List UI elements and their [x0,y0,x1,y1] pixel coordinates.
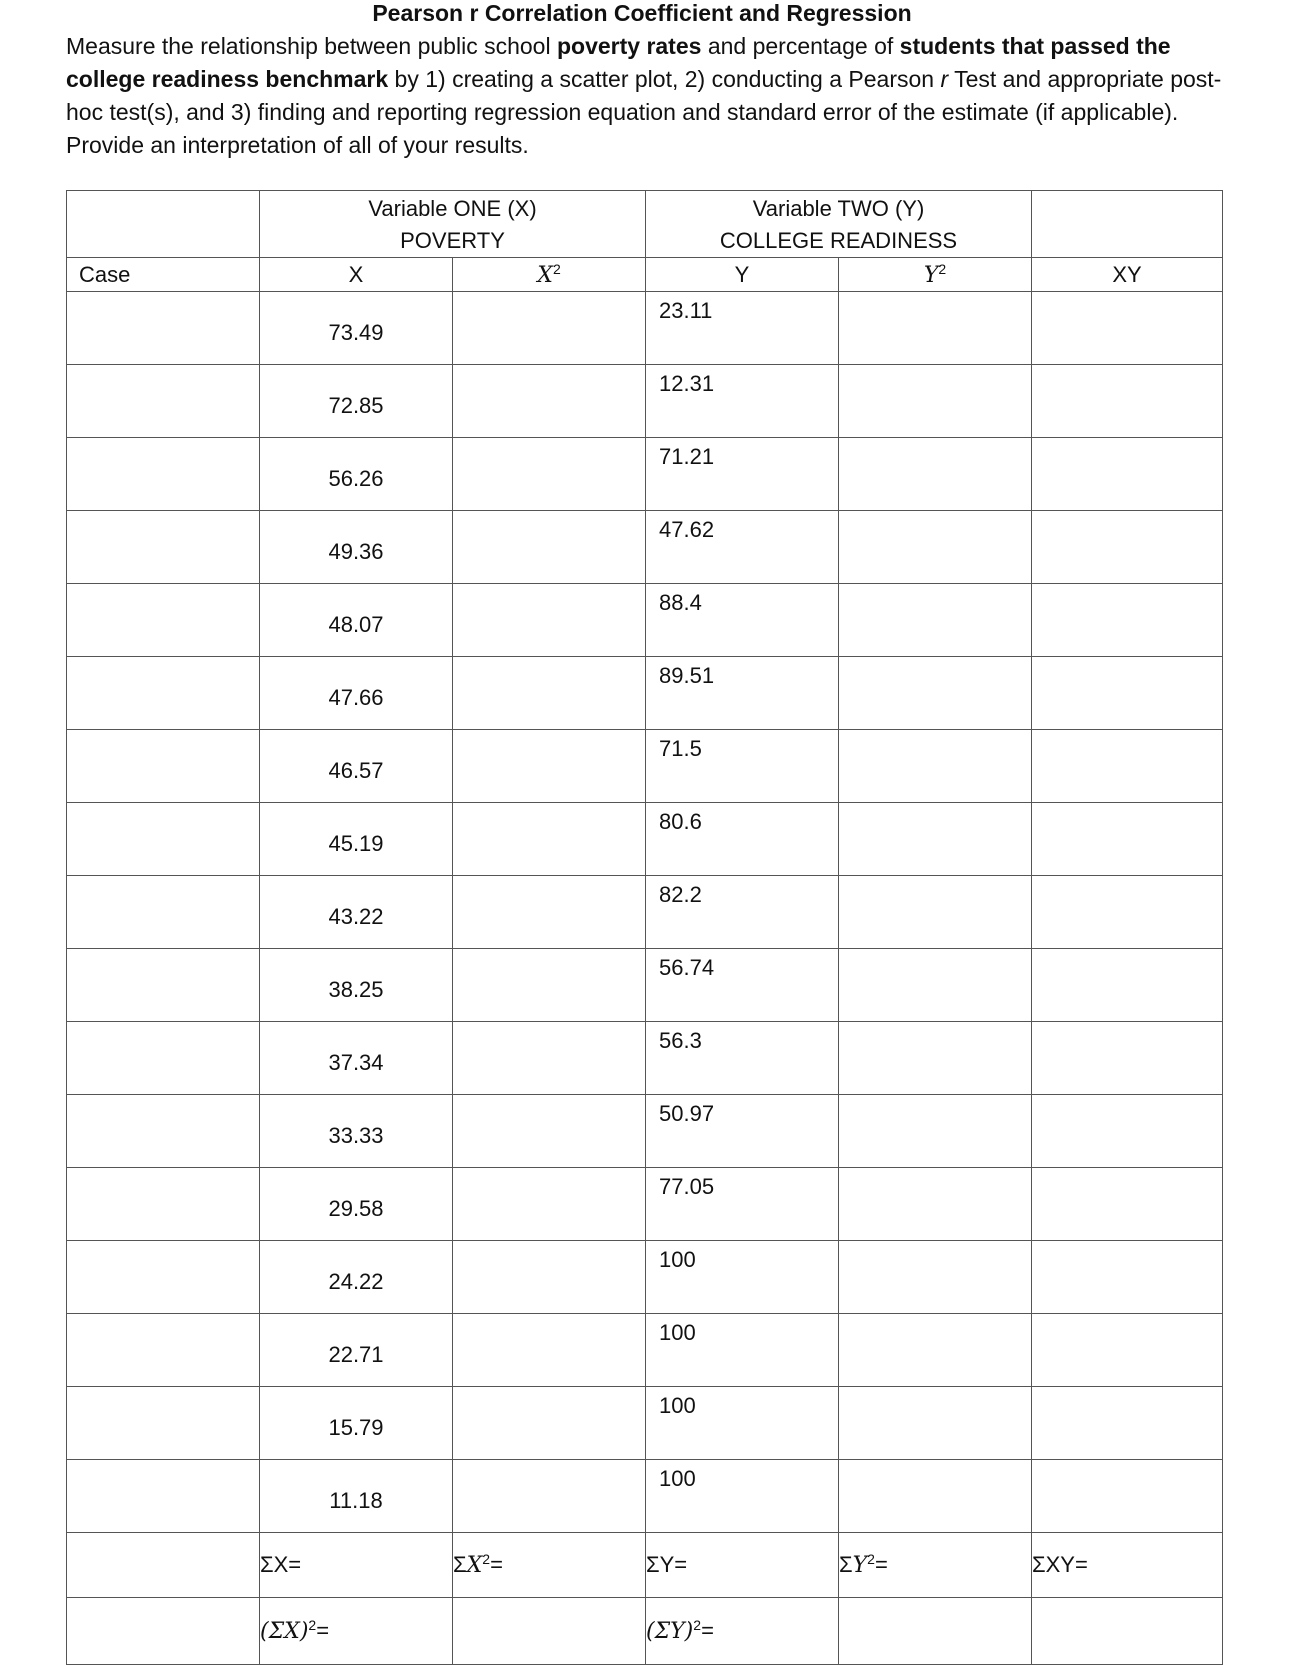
sum-x-squared-cell [453,1533,646,1598]
sqsum-x-cell [260,1598,453,1665]
header-group-row [67,191,1223,258]
y-squared-cell [839,1241,1032,1314]
x-squared-cell [453,438,646,511]
y-value-cell: 88.4 [646,584,839,657]
x-squared-cell [453,1314,646,1387]
sqsum-y-close: ) [684,1619,694,1644]
y-value-cell: 56.3 [646,1022,839,1095]
x-value-cell: 24.22 [260,1241,453,1314]
instructions-bold-students: students that passed the college readiness benchmark [66,33,1171,92]
y-squared-var: Y [923,262,939,288]
y-squared-cell [839,1095,1032,1168]
x-squared-cell [453,657,646,730]
instructions-italic-r: r [940,66,949,92]
sum-row [67,1533,1223,1598]
x-value-cell: 33.33 [260,1095,453,1168]
sqsum-x-open: (Σ [260,1619,285,1644]
sum-y-squared-cell [839,1533,1032,1598]
case-cell [67,365,260,438]
case-cell [67,438,260,511]
x-squared-cell [453,511,646,584]
x-value-cell: 49.36 [260,511,453,584]
x-value-cell: 45.19 [260,803,453,876]
xy-cell [1032,365,1223,438]
y-squared-cell [839,511,1032,584]
case-cell [67,876,260,949]
x-value-cell: 72.85 [260,365,453,438]
y-squared-cell [839,438,1032,511]
x-squared-cell [453,1022,646,1095]
table-row [67,1168,1223,1241]
sqsum-x-close: ) [299,1619,309,1644]
sqsum-y-cell [646,1598,839,1665]
xy-cell [1032,584,1223,657]
table-row [67,438,1223,511]
sqsum-x-exp: 2 [308,1617,317,1633]
squared-sum-row [67,1598,1223,1665]
y-value-cell: 47.62 [646,511,839,584]
x-value-cell: 46.57 [260,730,453,803]
xy-cell [1032,438,1223,511]
table-row [67,292,1223,365]
y-value-cell: 100 [646,1314,839,1387]
x-squared-cell [453,1168,646,1241]
xy-cell [1032,1241,1223,1314]
case-cell [67,1095,260,1168]
sum-xy-cell: ΣXY= [1032,1533,1223,1598]
y-squared-cell [839,876,1032,949]
sum-x2-sigma: Σ [453,1552,467,1577]
x-squared-cell [453,1241,646,1314]
xy-cell [1032,1314,1223,1387]
col-header-y: Y [646,258,839,292]
y-squared-cell [839,949,1032,1022]
y-value-cell: 100 [646,1387,839,1460]
x-squared-var: X [537,262,553,288]
instructions-paragraph [66,30,1226,162]
instructions-text-3: by 1) creating a scatter plot, 2) conducting a Pearson [388,66,941,92]
variable-one-title: Variable ONE (X) [368,196,537,221]
y-squared-cell [839,730,1032,803]
col-header-x: X [260,258,453,292]
case-cell [67,1387,260,1460]
xy-cell [1032,803,1223,876]
y-squared-cell [839,292,1032,365]
sum-y2-var: Y [852,1553,868,1578]
col-header-x-squared [453,258,646,292]
xy-cell [1032,1168,1223,1241]
case-cell [67,511,260,584]
case-cell [67,1314,260,1387]
table-row [67,365,1223,438]
table-row [67,657,1223,730]
variable-two-subtitle: COLLEGE READINESS [719,228,958,253]
case-cell [67,292,260,365]
y-squared-cell [839,1460,1032,1533]
x-squared-cell [453,1460,646,1533]
y-squared-cell [839,803,1032,876]
xy-cell [1032,949,1223,1022]
col-header-case: Case [67,258,260,292]
x-value-cell: 47.66 [260,657,453,730]
y-value-cell: 77.05 [646,1168,839,1241]
table-row [67,1241,1223,1314]
sqsum-y-open: (Σ [646,1619,671,1644]
col-header-y-squared [839,258,1032,292]
x-value-cell: 29.58 [260,1168,453,1241]
sqsum-x-var: X [284,1619,300,1644]
y-squared-cell [839,1022,1032,1095]
header-blank-cell-right [1032,191,1223,258]
sum-x2-var: X [466,1553,483,1578]
table-row [67,1022,1223,1095]
y-squared-exp: 2 [938,260,947,277]
x-squared-cell [453,803,646,876]
xy-cell [1032,1095,1223,1168]
case-cell [67,949,260,1022]
table-row [67,1095,1223,1168]
case-cell [67,803,260,876]
x-value-cell: 73.49 [260,292,453,365]
sum-x2-eq: = [490,1552,503,1577]
y-value-cell: 23.11 [646,292,839,365]
variable-two-header [646,191,1032,258]
y-value-cell: 50.97 [646,1095,839,1168]
sqsum-y-eq: = [701,1618,714,1643]
x-value-cell: 43.22 [260,876,453,949]
case-cell [67,730,260,803]
x-squared-cell [453,292,646,365]
sqsum-blank-cell [67,1598,260,1665]
sqsum-xy-blank [1032,1598,1223,1665]
xy-cell [1032,657,1223,730]
sum-y2-sigma: Σ [839,1552,853,1577]
x-value-cell: 11.18 [260,1460,453,1533]
x-squared-exp: 2 [552,260,561,277]
xy-cell [1032,1387,1223,1460]
xy-cell [1032,1022,1223,1095]
x-value-cell: 22.71 [260,1314,453,1387]
sum-y-cell: ΣY= [646,1533,839,1598]
table-row [67,876,1223,949]
x-squared-cell [453,1387,646,1460]
x-squared-cell [453,584,646,657]
y-value-cell: 80.6 [646,803,839,876]
x-value-cell: 38.25 [260,949,453,1022]
x-value-cell: 56.26 [260,438,453,511]
y-squared-cell [839,1168,1032,1241]
variable-two-title: Variable TWO (Y) [752,196,925,221]
case-cell [67,1022,260,1095]
sum-x-cell: ΣX= [260,1533,453,1598]
case-cell [67,657,260,730]
case-cell [67,1168,260,1241]
instructions-text-4: Test and appropriate post-hoc test(s), and 3) finding and reporting regression equation and standard error of the estimate (if applicable). Provide an interpretation of all of your results. [66,66,1222,158]
sqsum-y-exp: 2 [693,1617,702,1633]
y-squared-cell [839,1314,1032,1387]
x-value-cell: 48.07 [260,584,453,657]
xy-cell [1032,1460,1223,1533]
x-squared-cell [453,1095,646,1168]
table-row [67,1387,1223,1460]
x-squared-cell [453,365,646,438]
sum-y2-eq: = [874,1552,888,1577]
y-value-cell: 89.51 [646,657,839,730]
y-squared-cell [839,584,1032,657]
instructions-text-2: and percentage of [701,33,900,59]
sum-y2-exp: 2 [867,1551,875,1567]
header-blank-cell [67,191,260,258]
xy-cell [1032,730,1223,803]
y-value-cell: 100 [646,1241,839,1314]
y-value-cell: 71.21 [646,438,839,511]
x-squared-cell [453,949,646,1022]
case-cell [67,1460,260,1533]
y-value-cell: 100 [646,1460,839,1533]
table-row [67,511,1223,584]
instructions-bold-poverty: poverty rates [556,33,702,59]
x-value-cell: 15.79 [260,1387,453,1460]
x-squared-cell [453,876,646,949]
y-squared-cell [839,657,1032,730]
variable-one-header [260,191,646,258]
x-squared-cell [453,730,646,803]
xy-cell [1032,511,1223,584]
xy-cell [1032,876,1223,949]
page-title: Pearson r Correlation Coefficient and Regression [372,0,912,26]
y-value-cell: 12.31 [646,365,839,438]
y-value-cell: 82.2 [646,876,839,949]
data-table [66,190,1223,1665]
variable-one-subtitle: POVERTY [400,228,505,253]
table-row [67,803,1223,876]
table-row [67,1314,1223,1387]
case-cell [67,584,260,657]
col-header-xy: XY [1032,258,1223,292]
sqsum-x2-blank [453,1598,646,1665]
instructions-text-1: Measure the relationship between public school [66,33,557,59]
sqsum-x-eq: = [316,1618,330,1643]
y-value-cell: 56.74 [646,949,839,1022]
sum-x2-exp: 2 [482,1551,491,1567]
table-row [67,949,1223,1022]
table-row [67,1460,1223,1533]
sqsum-y2-blank [839,1598,1032,1665]
x-value-cell: 37.34 [260,1022,453,1095]
case-cell [67,1241,260,1314]
y-value-cell: 71.5 [646,730,839,803]
y-squared-cell [839,365,1032,438]
xy-cell [1032,292,1223,365]
table-row [67,584,1223,657]
table-row [67,730,1223,803]
sqsum-y-var: Y [670,1619,685,1644]
sum-blank-cell [67,1533,260,1598]
y-squared-cell [839,1387,1032,1460]
column-header-row [67,258,1223,292]
